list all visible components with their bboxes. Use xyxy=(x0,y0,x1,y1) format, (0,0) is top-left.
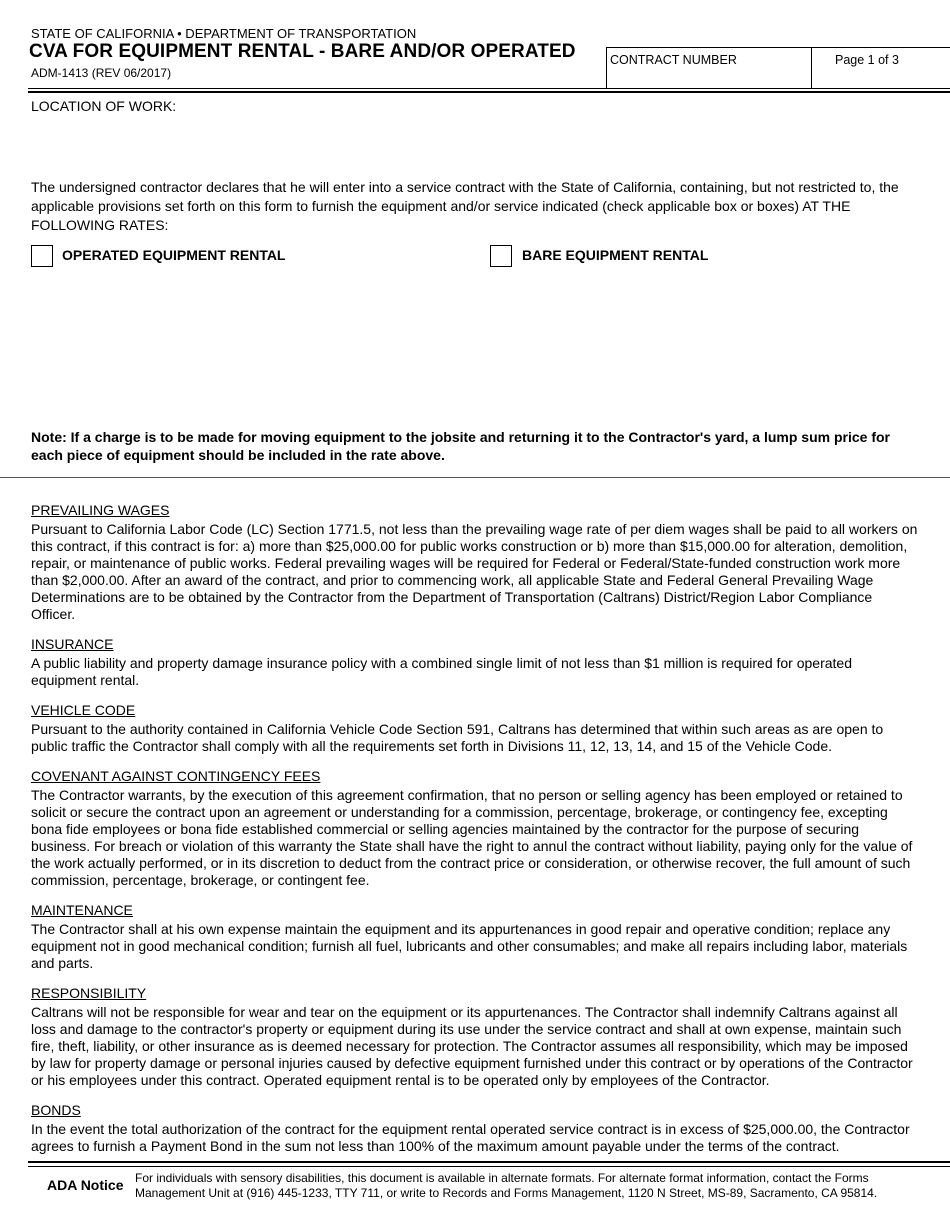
section-heading: INSURANCE xyxy=(31,636,114,652)
header-rule xyxy=(28,88,950,89)
header-rule-thick xyxy=(28,91,950,93)
section-divider xyxy=(0,477,950,478)
contract-header-box xyxy=(606,47,950,88)
section-insurance xyxy=(31,636,919,689)
section-body: Caltrans will not be responsible for wear and tear on the equipment or its appurtenances. The Contractor shall indemnify Caltrans against all loss and damage to the contractor's property or equipment during its use under the service contract and shall at own expense, maintain such fire, theft, liability, or other insurance as is deemed necessary for protection. The Contractor assumes all responsibility, which may be imposed by law for property damage or personal injuries caused by defective equipment furnished under this contract or by operations of the Contractor or his employees under this contract. Operated equipment rental is to be operated only by employees of the Contractor. xyxy=(31,1004,913,1088)
operated-rental-checkbox[interactable] xyxy=(31,245,53,267)
footer-rule-thick xyxy=(28,1161,950,1163)
section-responsibility xyxy=(31,985,919,1089)
ada-notice-label: ADA Notice xyxy=(47,1177,124,1193)
operated-rental-label: OPERATED EQUIPMENT RENTAL xyxy=(62,247,286,263)
section-heading: PREVAILING WAGES xyxy=(31,502,170,518)
section-body: The Contractor warrants, by the execution of this agreement confirmation, that no person or selling agency has been employed or retained to solicit or secure the contract upon an agreement or understanding for a commission, percentage, brokerage, or contingency fee, excepting bona fide employees or bona fide established commercial or selling agencies maintained by the contractor for the purpose of securing business. For breach or violation of this warranty the State shall have the right to annul the contract without liability, paying only for the value of the work actually performed, or in its discretion to deduct from the contract price or consideration, or otherwise recover, the full amount of such commission, percentage, brokerage, or contingent fee. xyxy=(31,787,913,888)
agency-name: STATE OF CALIFORNIA • DEPARTMENT OF TRANSPORTATION xyxy=(31,26,417,41)
page-number: Page 1 of 3 xyxy=(835,53,899,67)
section-bonds xyxy=(31,1102,919,1155)
contract-number-field[interactable]: CONTRACT NUMBER xyxy=(610,53,737,67)
section-vehicle-code xyxy=(31,702,919,755)
section-heading: COVENANT AGAINST CONTINGENCY FEES xyxy=(31,768,321,784)
section-prevailing-wages xyxy=(31,502,919,623)
section-body: The Contractor shall at his own expense maintain the equipment and its appurtenances in good repair and operative condition; replace any equipment not in good mechanical condition; furnish all fuel, lubricants and other consumables; and make all repairs including labor, materials and parts. xyxy=(31,921,908,971)
section-heading: RESPONSIBILITY xyxy=(31,985,147,1001)
bare-rental-label: BARE EQUIPMENT RENTAL xyxy=(522,247,709,263)
section-heading: VEHICLE CODE xyxy=(31,702,136,718)
section-body: In the event the total authorization of the contract for the equipment rental operated service contract is in excess of $25,000.00, the Contractor agrees to furnish a Payment Bond in the sum not less than 100% of the maximum amount payable under the terms of the contract. xyxy=(31,1121,910,1154)
footer-rule xyxy=(28,1166,950,1167)
section-body: Pursuant to the authority contained in California Vehicle Code Section 591, Caltrans has determined that within such areas as are open to public traffic the Contractor shall comply with all the requirements set forth in Divisions 11, 12, 13, 14, and 15 of the Vehicle Code. xyxy=(31,721,884,754)
location-of-work-field[interactable]: LOCATION OF WORK: xyxy=(31,98,177,114)
section-maintenance xyxy=(31,902,919,972)
ada-notice-text: For individuals with sensory disabilities, this document is available in alternate formats. For alternate format information, contact the Forms Management Unit at (916) 445-1233, TTY 711, or write to Records and Forms Management, 1120 N Street, MS-89, Sacramento, CA 95814. xyxy=(135,1171,878,1200)
bare-rental-checkbox[interactable] xyxy=(490,245,512,267)
moving-charge-note: Note: If a charge is to be made for moving equipment to the jobsite and returning it to the Contractor's yard, a lump sum price for each piece of equipment should be included in the rate above. xyxy=(31,429,890,463)
section-body: A public liability and property damage insurance policy with a combined single limit of not less than $1 million is required for operated equipment rental. xyxy=(31,655,852,688)
form-title: CVA FOR EQUIPMENT RENTAL - BARE AND/OR OPERATED xyxy=(29,41,576,62)
section-contingency-fees xyxy=(31,768,919,889)
terms-sections xyxy=(31,502,919,1168)
declaration-text: The undersigned contractor declares that he will enter into a service contract with the State of California, containing, but not restricted to, the applicable provisions set forth on this form to furnish the equipment and/or service indicated (check applicable box or boxes) AT THE FOLLOWING RATES: xyxy=(31,179,899,233)
section-heading: BONDS xyxy=(31,1102,81,1118)
section-heading: MAINTENANCE xyxy=(31,902,133,918)
section-body: Pursuant to California Labor Code (LC) Section 1771.5, not less than the prevailing wage rate of per diem wages shall be paid to all workers on this contract, if this contract is for: a) more than $25,000.00 for public works construction or b) more than $15,000.00 for alteration, demolition, repair, or maintenance of public works. Federal prevailing wages will be required for Federal or Federal/State-funded construction work more than $2,000.00. After an award of the contract, and prior to commencing work, all applicable State and Federal General Prevailing Wage Determinations are to be obtained by the Contractor from the Department of Transportation (Caltrans) District/Region Labor Compliance Officer. xyxy=(31,521,918,622)
header-box-divider xyxy=(811,48,812,88)
form-id: ADM-1413 (REV 06/2017) xyxy=(31,66,172,80)
